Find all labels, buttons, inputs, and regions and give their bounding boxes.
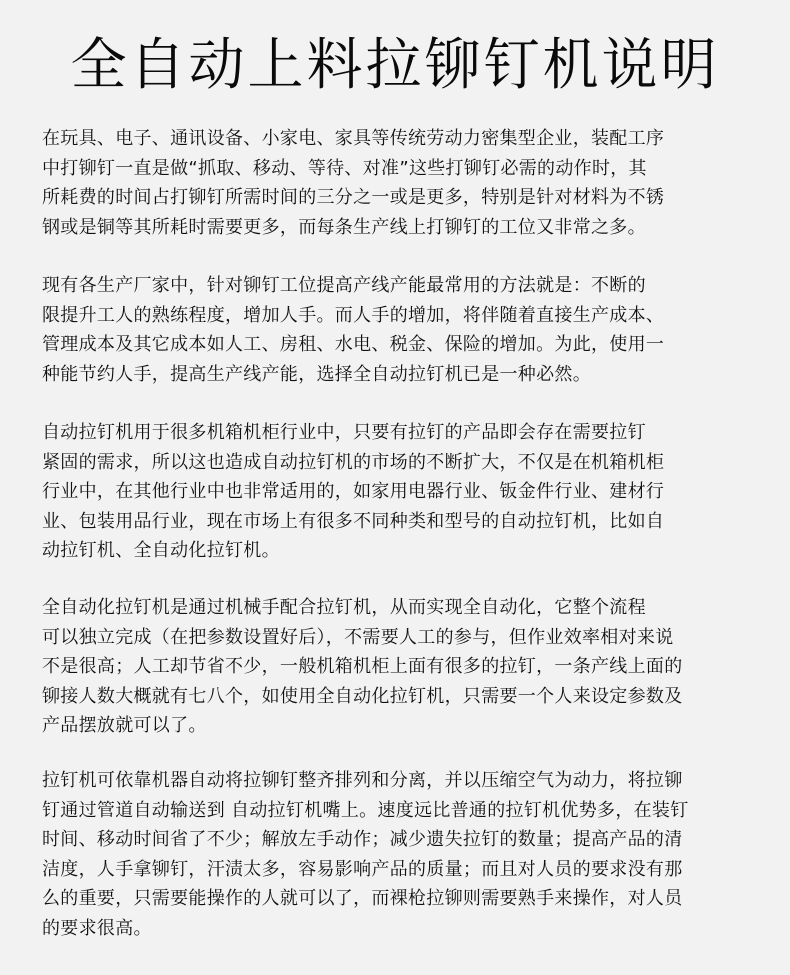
paragraph-line: 动拉钉机、全自动化拉钉机。 [42, 540, 280, 561]
page-title: 全自动上料拉铆钉机说明 [70, 33, 720, 98]
paragraph-3 [42, 418, 754, 566]
paragraph-2 [42, 271, 754, 389]
paragraph-line: 业、包装用品行业，现在市场上有很多不同种类和型号的自动拉钉机，比如自 [42, 510, 665, 532]
paragraph-line: 管理成本及其它成本如人工、房租、水电、税金、保险的增加。为此，使用一 [42, 334, 665, 355]
paragraph-line: 的要求很高。 [42, 917, 152, 939]
paragraph-line: 种能节约人手，提高生产线产能，选择全自动拉钉机已是一种必然。 [42, 363, 591, 385]
paragraph-1 [42, 124, 754, 242]
paragraph-line: 行业中，在其他行业中也非常适用的，如家用电器行业、钣金件行业、建材行 [42, 481, 665, 502]
paragraph-line: 时间、移动时间省了不少；解放左手动作；减少遗失拉钉的数量；提高产品的清 [42, 829, 683, 850]
paragraph-line: 铆接人数大概就有七八个，如使用全自动化拉钉机，只需要一个人来设定参数及 [42, 685, 683, 707]
paragraph-line: 产品摆放就可以了。 [42, 715, 207, 736]
paragraph-line: 可以独立完成（在把参数设置好后），不需要人工的参与，但作业效率相对来说 [42, 626, 674, 648]
paragraph-line: 中打铆钉一直是做“抓取、移动、等待、对准”这些打铆钉必需的动作时，其 [42, 157, 647, 179]
paragraph-line: 紧固的需求，所以这也造成自动拉钉机的市场的不断扩大，不仅是在机箱机柜 [42, 451, 665, 473]
paragraph-line: 自动拉钉机用于很多机箱机柜行业中，只要有拉钉的产品即会存在需要拉钉 [42, 422, 646, 443]
paragraph-line: 钢或是铜等其所耗时需要更多，而每条生产线上打铆钉的工位又非常之多。 [42, 216, 646, 238]
paragraph-line: 限提升工人的熟练程度，增加人手。而人手的增加，将伴随着直接生产成本、 [42, 304, 665, 326]
paragraph-line: 钉通过管道自动输送到 自动拉钉机嘴上。速度远比普通的拉钉机优势多，在装钉 [42, 799, 689, 821]
paragraph-line: 现有各生产厂家中，针对铆钉工位提高产线产能最常用的方法就是：不断的 [42, 275, 646, 296]
paragraph-line: 不是很高；人工却节省不少，一般机箱机柜上面有很多的拉钉，一条产线上面的 [42, 656, 683, 677]
paragraph-line: 所耗费的时间占打铆钉所需时间的三分之一或是更多，特别是针对材料为不锈 [42, 187, 665, 208]
paragraph-line: 拉钉机可依靠机器自动将拉铆钉整齐排列和分离，并以压缩空气为动力，将拉铆 [42, 770, 683, 791]
paragraph-line: 么的重要，只需要能操作的人就可以了，而裸枪拉铆则需要熟手来操作，对人员 [42, 888, 683, 909]
paragraph-line: 全自动化拉钉机是通过机械手配合拉钉机，从而实现全自动化，它整个流程 [42, 597, 646, 618]
paragraph-line: 在玩具、电子、通讯设备、小家电、家具等传统劳动力密集型企业，装配工序 [42, 128, 665, 149]
paragraph-line: 洁度，人手拿铆钉，汗渍太多，容易影响产品的质量；而且对人员的要求没有那 [42, 858, 683, 880]
paragraph-5 [42, 766, 754, 943]
paragraph-4 [42, 593, 754, 741]
